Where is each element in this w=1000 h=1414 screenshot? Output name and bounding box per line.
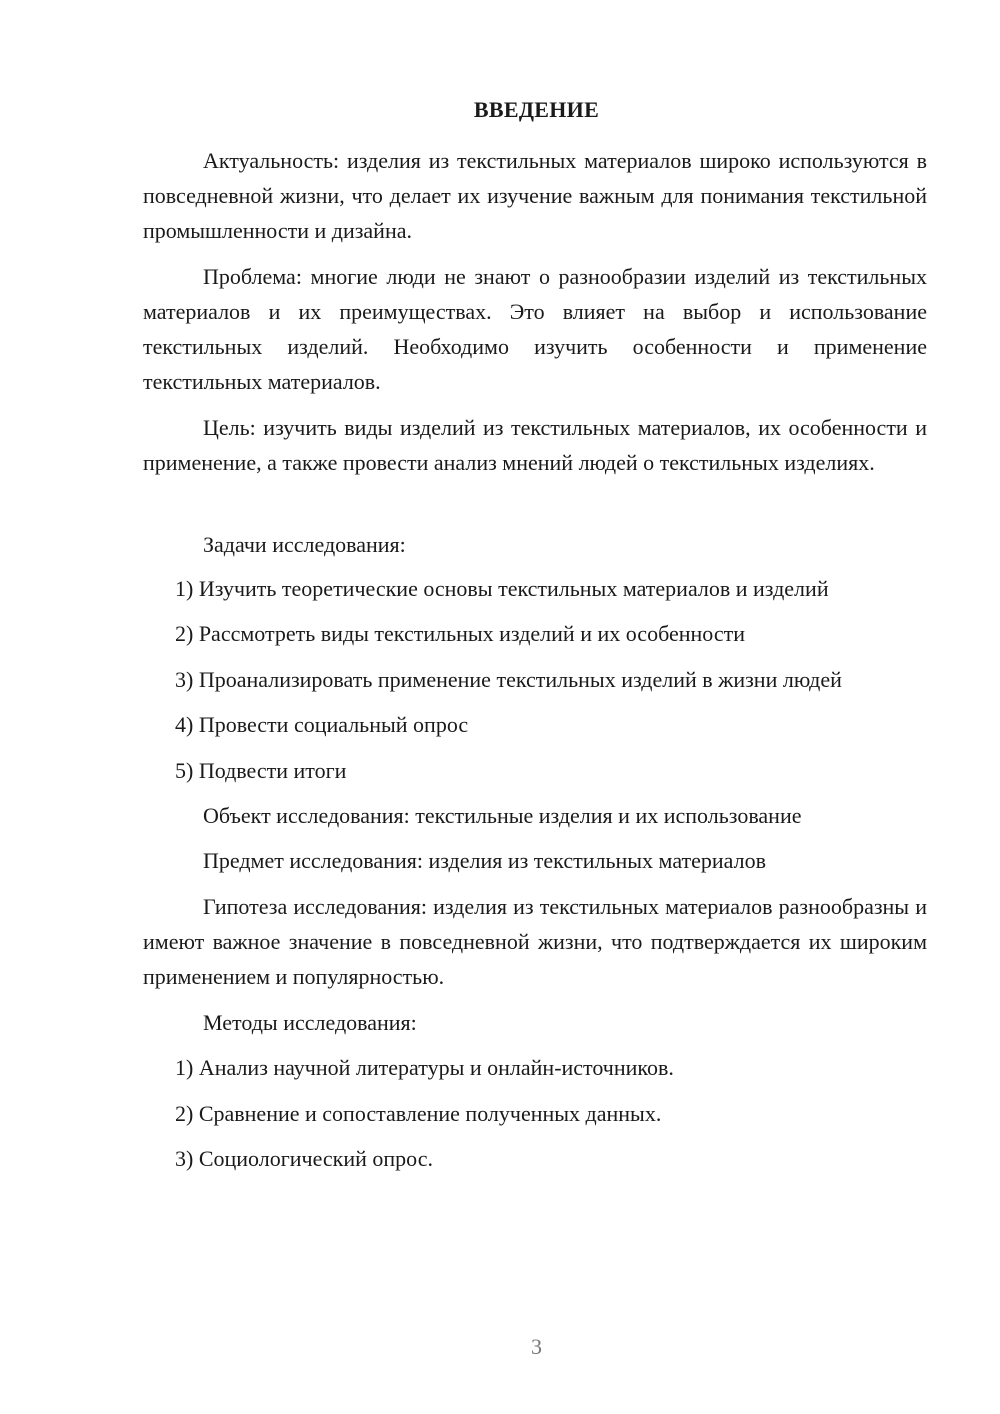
subject-line: Предмет исследования: изделия из текстильных материалов <box>203 848 766 873</box>
method-item-1: 1) Анализ научной литературы и онлайн-источников. <box>175 1055 674 1080</box>
task-item-1: 1) Изучить теоретические основы текстильных материалов и изделий <box>175 576 829 601</box>
page-title: ВВЕДЕНИЕ <box>473 97 600 122</box>
method-item-2: 2) Сравнение и сопоставление полученных данных. <box>175 1101 662 1126</box>
page-number: 3 <box>531 1334 542 1359</box>
task-item-3: 3) Проанализировать применение текстильных изделий в жизни людей <box>175 667 842 692</box>
task-item-5: 5) Подвести итоги <box>175 758 347 783</box>
hypothesis-paragraph: Гипотеза исследования: изделия из текстильных материалов разнообразны и имеют важное значение в повседневной жизни, что подтверждается их широким применением и популярностью. <box>143 894 927 989</box>
relevance-paragraph: Актуальность: изделия из текстильных материалов широко используются в повседневной жизни, что делает их изучение важным для понимания текстильной промышленности и дизайна. <box>143 148 927 243</box>
goal-paragraph: Цель: изучить виды изделий из текстильных материалов, их особенности и применение, а также провести анализ мнений людей о текстильных изделиях. <box>143 415 927 475</box>
tasks-heading: Задачи исследования: <box>203 532 406 557</box>
task-item-4: 4) Провести социальный опрос <box>175 712 469 737</box>
task-item-2: 2) Рассмотреть виды текстильных изделий и их особенности <box>175 621 745 646</box>
problem-paragraph: Проблема: многие люди не знают о разнообразии изделий из текстильных материалов и их преимуществах. Это влияет на выбор и использование текстильных изделий. Необходимо изучить особенности и применение текстильных материалов. <box>143 264 927 394</box>
object-line: Объект исследования: текстильные изделия и их использование <box>203 803 802 828</box>
methods-heading: Методы исследования: <box>203 1010 417 1035</box>
method-item-3: 3) Социологический опрос. <box>175 1146 433 1171</box>
